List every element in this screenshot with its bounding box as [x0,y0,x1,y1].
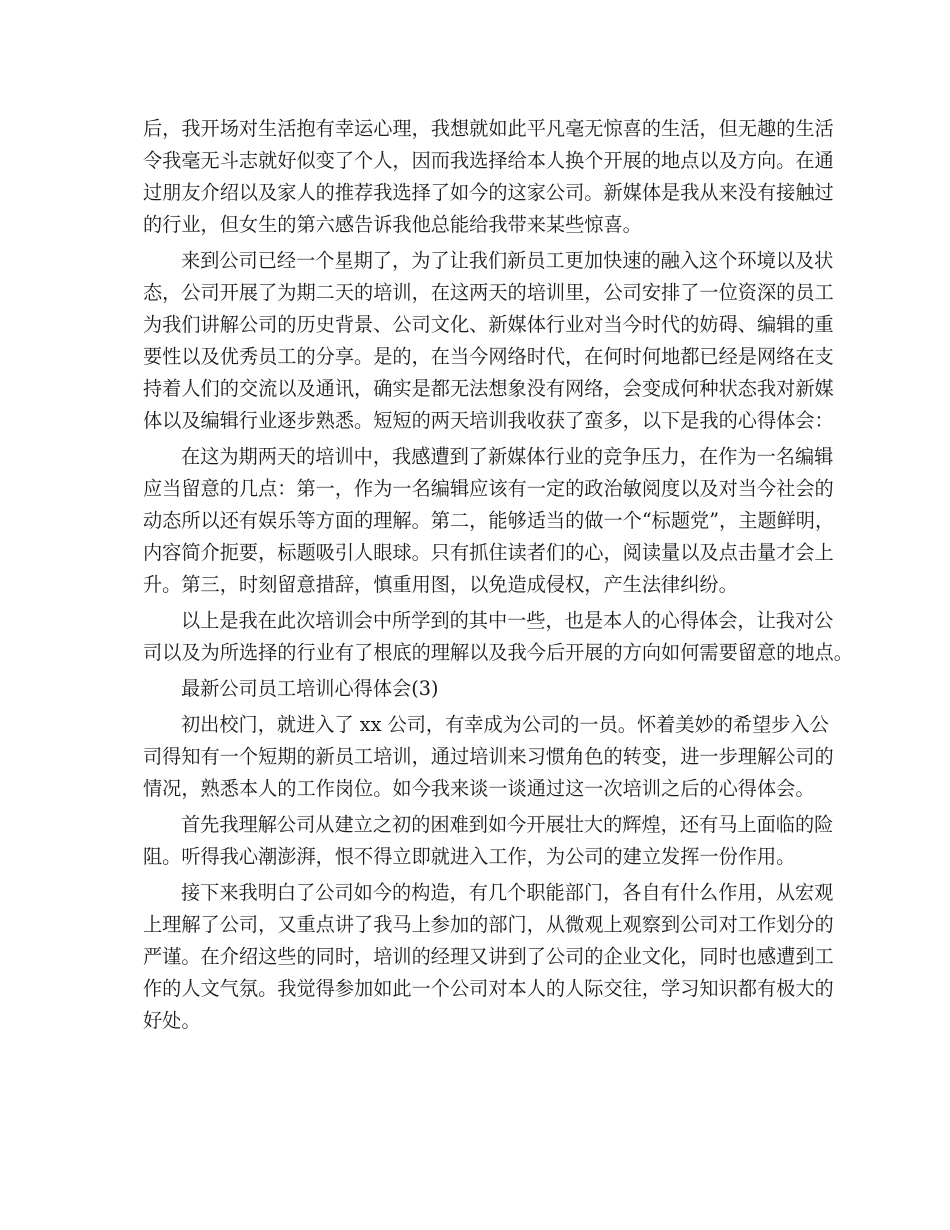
text-line: 上理解了公司，又重点讲了我马上参加的部门，从微观上观察到公司对工作划分的 [143,913,834,936]
text-line: 来到公司已经一个星期了，为了让我们新员工更加快速的融入这个环境以及状 [181,249,834,272]
text-line: 司得知有一个短期的新员工培训，通过培训来习惯角色的转变，进一步理解公司的 [143,745,834,768]
text-line: 初出校门，就进入了 xx 公司，有幸成为公司的一员。怀着美妙的希望步入公 [181,713,829,736]
text-line: 持着人们的交流以及通讯，确实是都无法想象没有网络，会变成何种状态我对新媒 [143,377,834,400]
text-line: 应当留意的几点：第一，作为一名编辑应该有一定的政治敏阅度以及对当今社会的 [143,477,834,500]
text-line: 过朋友介绍以及家人的推荐我选择了如今的这家公司。新媒体是我从来没有接触过 [143,181,834,204]
paragraph [143,709,834,805]
paragraph [143,113,834,241]
text-line: 升。第三，时刻留意措辞，慎重用图，以免造成侵权，产生法律纠纷。 [143,573,738,596]
text-line: 司以及为所选择的行业有了根底的理解以及我今后开展的方向如何需要留意的地点。 [143,641,853,664]
paragraph [143,877,834,1037]
text-line: 以上是我在此次培训会中所学到的其中一些，也是本人的心得体会，让我对公 [181,609,834,632]
text-line: 最新公司员工培训心得体会(3) [181,677,439,700]
paragraph [143,809,834,873]
text-line: 作的人文气氛。我觉得参加如此一个公司对本人的人际交往，学习知识都有极大的 [143,977,834,1000]
text-line: 要性以及优秀员工的分享。是的，在当今网络时代，在何时何地都已经是网络在支 [143,345,834,368]
text-line: 在这为期两天的培训中，我感遭到了新媒体行业的竞争压力，在作为一名编辑 [181,445,834,468]
paragraph [143,441,835,601]
paragraph [143,245,834,437]
text-line: 体以及编辑行业逐步熟悉。短短的两天培训我收获了蛮多，以下是我的心得体会： [143,409,834,432]
text-line: 动态所以还有娱乐等方面的理解。第二，能够适当的做一个“标题党”，主题鲜明， [143,509,835,532]
text-line: 后，我开场对生活抱有幸运心理，我想就如此平凡毫无惊喜的生活，但无趣的生活 [143,117,834,140]
text-line: 态，公司开展了为期二天的培训，在这两天的培训里，公司安排了一位资深的员工 [143,281,834,304]
text-line: 令我毫无斗志就好似变了个人，因而我选择给本人换个开展的地点以及方向。在通 [143,149,834,172]
text-line: 首先我理解公司从建立之初的困难到如今开展壮大的辉煌，还有马上面临的险 [181,813,834,836]
text-line: 情况，熟悉本人的工作岗位。如今我来谈一谈通过这一次培训之后的心得体会。 [143,777,815,800]
text-line: 的行业，但女生的第六感告诉我他总能给我带来某些惊喜。 [143,213,642,236]
text-line: 阻。听得我心潮澎湃，恨不得立即就进入工作，为公司的建立发挥一份作用。 [143,845,796,868]
document-body [143,113,853,1041]
paragraph [143,605,853,669]
text-line: 为我们讲解公司的历史背景、公司文化、新媒体行业对当今时代的妨碍、编辑的重 [143,313,834,336]
text-line: 好处。 [143,1009,201,1032]
text-line: 严谨。在介绍这些的同时，培训的经理又讲到了公司的企业文化，同时也感遭到工 [143,945,834,968]
text-line: 内容简介扼要，标题吸引人眼球。只有抓住读者们的心，阅读量以及点击量才会上 [143,541,834,564]
text-line: 接下来我明白了公司如今的构造，有几个职能部门，各自有什么作用，从宏观 [181,881,834,904]
section-heading [143,673,815,705]
